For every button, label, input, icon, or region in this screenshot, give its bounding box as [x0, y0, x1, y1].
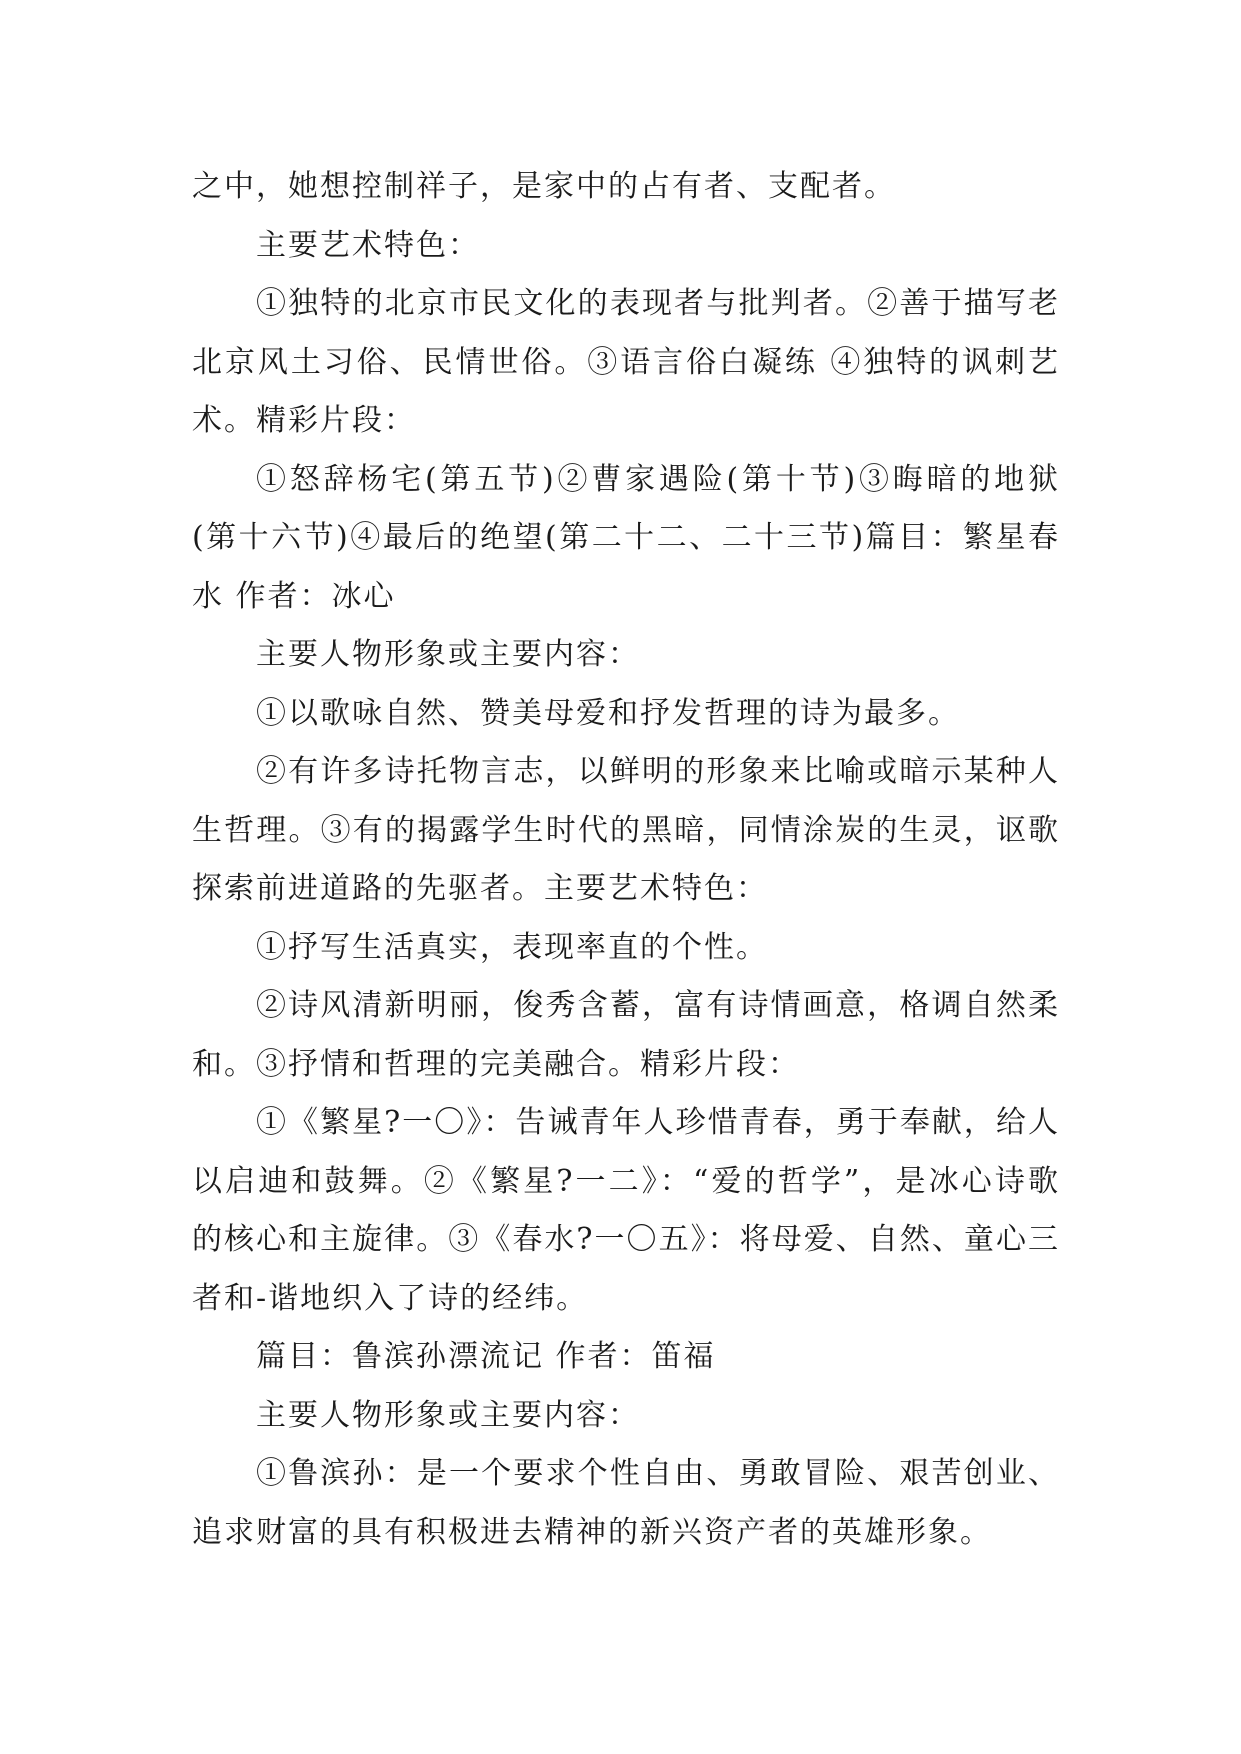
paragraph: 之中，她想控制祥子，是家中的占有者、支配者。 — [192, 169, 896, 204]
paragraph: ②诗风清新明丽，俊秀含蓄，富有诗情画意，格调自然柔和。③抒情和哲理的完美融合。精彩片段： — [192, 988, 1060, 1082]
paragraph: ①以歌咏自然、赞美母爱和抒发哲理的诗为最多。 — [256, 695, 960, 731]
paragraph: ①怒辞杨宅(第五节)②曹家遇险(第十节)③晦暗的地狱(第十六节)④最后的绝望(第二十二、二十三节)篇目：繁星春水 作者：冰心 — [192, 461, 1060, 614]
paragraph: 主要艺术特色： — [256, 227, 480, 263]
paragraph: ①鲁滨孙：是一个要求个性自由、勇敢冒险、艰苦创业、追求财富的具有积极进去精神的新兴资产者的英雄形象。 — [192, 1456, 1060, 1550]
paragraph: 主要人物形象或主要内容： — [256, 637, 640, 672]
document-body — [192, 158, 1060, 1562]
paragraph: ①抒写生活真实，表现率直的个性。 — [256, 929, 768, 965]
paragraph: 篇目：鲁滨孙漂流记 作者：笛福 — [256, 1339, 716, 1374]
paragraph: ①《繁星?一〇》：告诫青年人珍惜青春，勇于奉献，给人以启迪和鼓舞。②《繁星?一二》：“爱的哲学”，是冰心诗歌的核心和主旋律。③《春水?一〇五》：将母爱、自然、童心三者和-谐地织入了诗的经纬。 — [192, 1105, 1060, 1316]
paragraph: 主要人物形象或主要内容： — [256, 1397, 640, 1433]
paragraph: ②有许多诗托物言志，以鲜明的形象来比喻或暗示某种人生哲理。③有的揭露学生时代的黑暗，同情涂炭的生灵，讴歌探索前进道路的先驱者。主要艺术特色： — [192, 754, 1060, 906]
paragraph: ①独特的北京市民文化的表现者与批判者。②善于描写老北京风土习俗、民情世俗。③语言俗白凝练 ④独特的讽刺艺术。精彩片段： — [192, 286, 1060, 438]
